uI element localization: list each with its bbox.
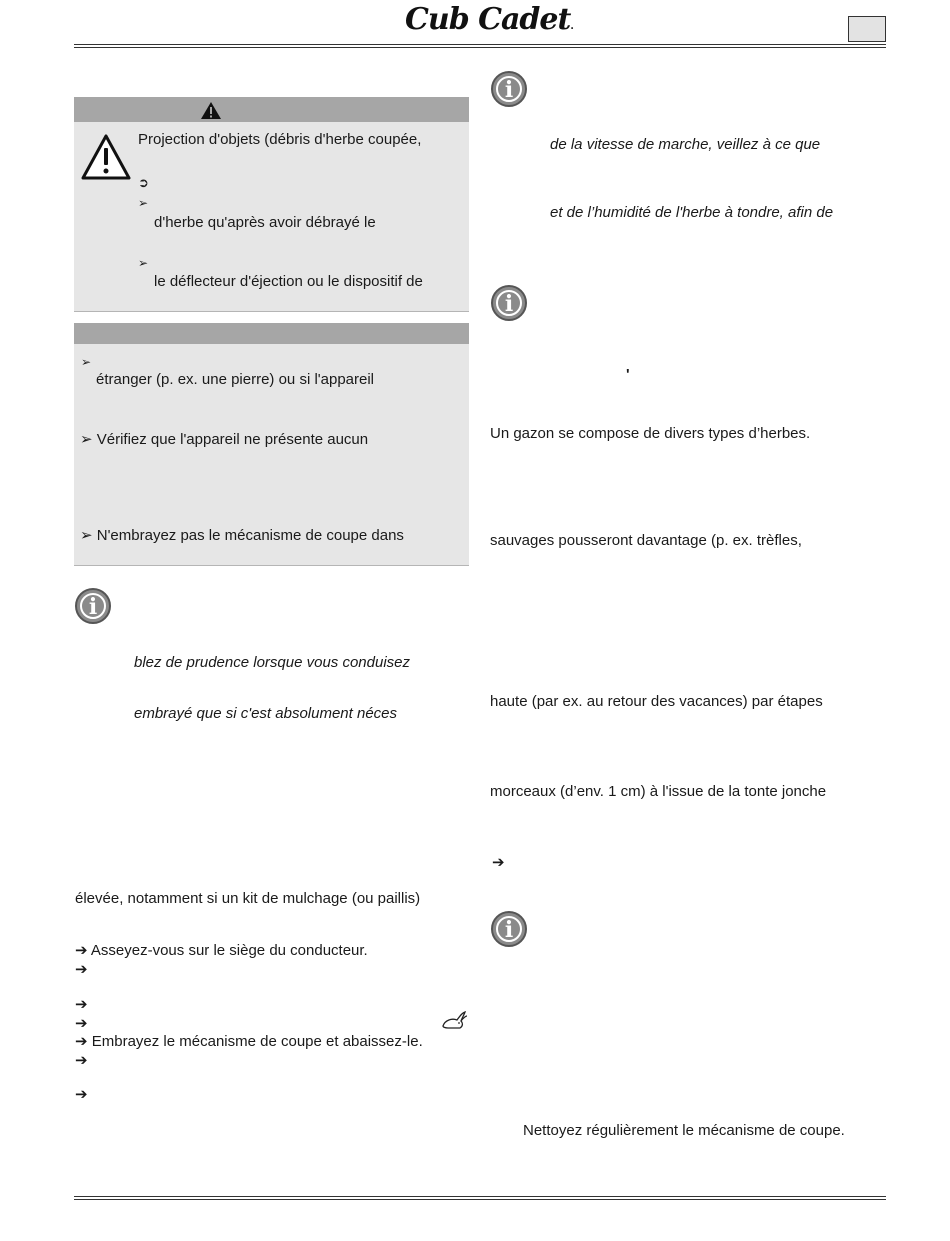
info-icon: i	[491, 285, 527, 321]
info-line-2: et de l’humidité de l'herbe à tondre, afin de	[550, 204, 834, 221]
info-line-1: de la vitesse de marche, veillez à ce que	[550, 136, 821, 153]
caution-box-bottom	[74, 565, 469, 566]
warning-box-bottom	[74, 311, 469, 312]
body-paragraph: sauvages pousseront davantage (p. ex. trèfles,	[490, 532, 802, 549]
body-paragraph: élevée, notamment si un kit de mulchage (ou paillis)	[75, 890, 421, 907]
body-paragraph: haute (par ex. au retour des vacances) par étapes	[490, 693, 823, 710]
caution-bullet-2: ➢ Vérifiez que l'appareil ne présente aucun	[80, 431, 369, 448]
body-paragraph: morceaux (d’env. 1 cm) à l'issue de la tonte jonche	[490, 783, 827, 800]
header-rule	[74, 44, 886, 45]
chevron-right-icon: ➢	[81, 355, 92, 369]
warning-bullet-2: le déflecteur d'éjection ou le dispositif de	[154, 273, 423, 290]
body-paragraph: Nettoyez régulièrement le mécanisme de coupe.	[523, 1122, 845, 1139]
arrow-right-icon: ➔	[75, 961, 88, 978]
step-5: ➔ Embrayez le mécanisme de coupe et abaissez-le.	[75, 1033, 423, 1050]
arrow-right-icon: ➔	[75, 996, 88, 1013]
info-icon: i	[491, 71, 527, 107]
info-icon: i	[491, 911, 527, 947]
info-line-2: embrayé que si c'est absolument néces	[134, 705, 398, 722]
caution-bullet-1: étranger (p. ex. une pierre) ou si l'appareil	[96, 371, 375, 388]
warning-line-1: Projection d'objets (débris d'herbe coupée,	[138, 131, 422, 148]
warning-bullet-1: d'herbe qu'après avoir débrayé le	[154, 214, 376, 231]
rabbit-speed-icon	[440, 1010, 468, 1032]
chevron-right-icon: ➢	[138, 196, 149, 210]
apostrophe-mark: '	[626, 366, 630, 383]
brand-logo: Cub Cadet.	[405, 2, 573, 37]
curved-arrow-icon: ➲	[138, 175, 149, 190]
chevron-right-icon: ➢	[138, 256, 149, 270]
header-rule-2	[74, 47, 886, 48]
body-paragraph: Un gazon se compose de divers types d’herbes.	[490, 425, 811, 442]
arrow-right-icon: ➔	[75, 1052, 88, 1069]
footer-rule-2	[74, 1199, 886, 1200]
info-icon: i	[75, 588, 111, 624]
arrow-right-icon: ➔	[75, 1015, 88, 1032]
info-line-1: blez de prudence lorsque vous conduisez	[134, 654, 411, 671]
warning-triangle-icon	[200, 101, 222, 120]
step-1: ➔ Asseyez-vous sur le siège du conducteur.	[75, 942, 368, 959]
warning-header	[74, 97, 469, 122]
footer-rule	[74, 1196, 886, 1197]
caution-header	[74, 323, 469, 344]
warning-triangle-icon	[80, 133, 132, 181]
page-number-box	[848, 16, 886, 42]
arrow-right-icon: ➔	[75, 1086, 88, 1103]
caution-bullet-3: ➢ N'embrayez pas le mécanisme de coupe dans	[80, 527, 404, 544]
arrow-right-icon: ➔	[492, 854, 505, 871]
